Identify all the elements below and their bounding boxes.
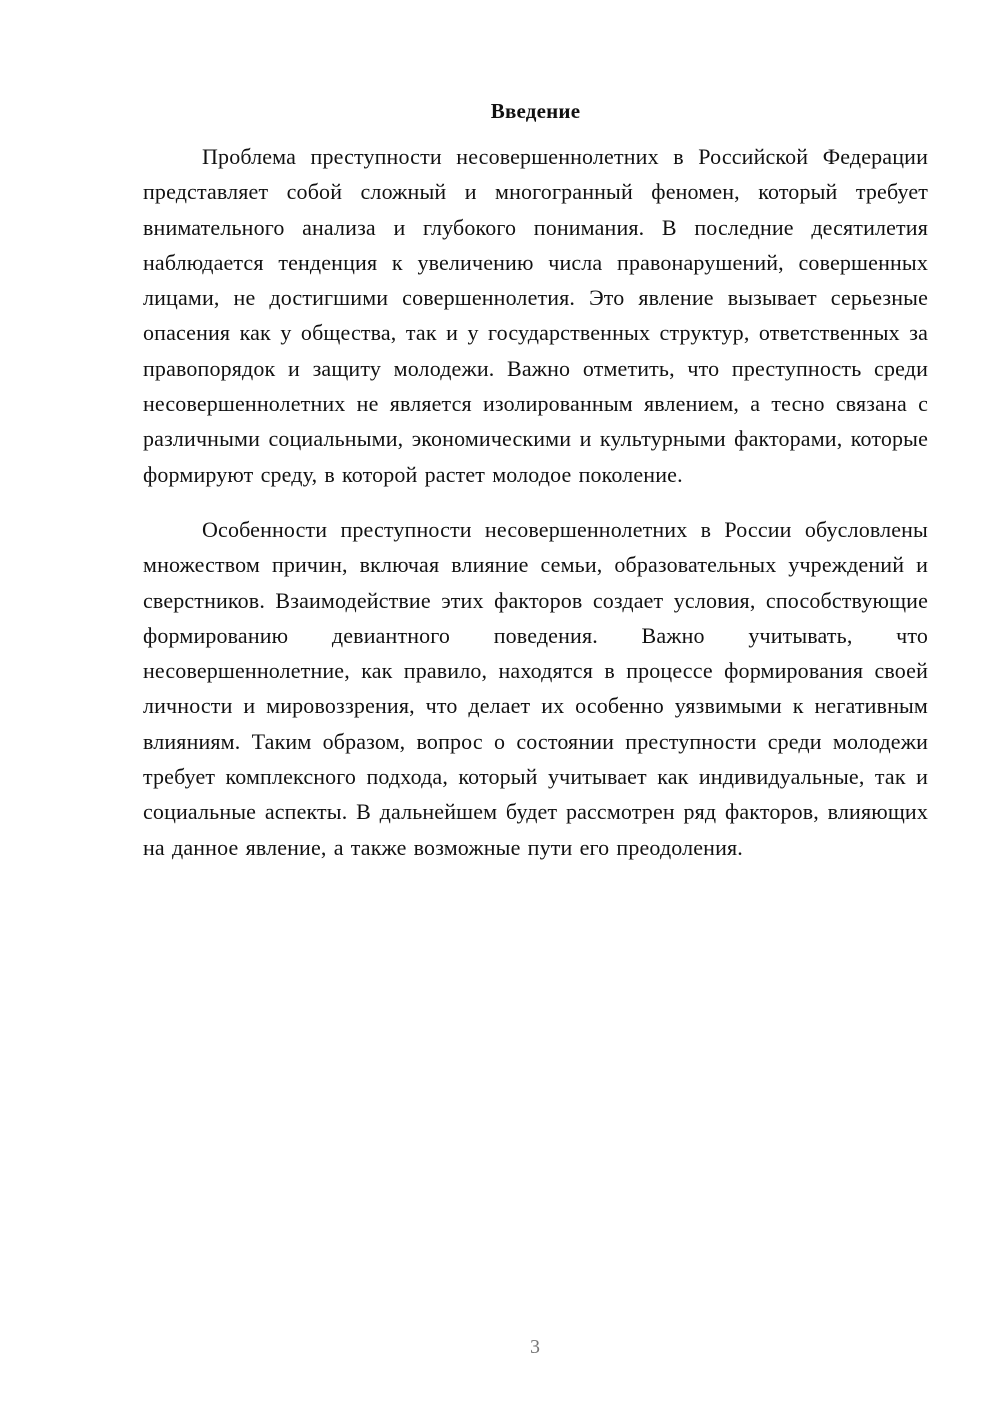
page-number: 3 — [530, 1336, 540, 1358]
paragraph-1: Проблема преступности несовершеннолетних в Российской Федерации представляет собой сложный и многогранный феномен, который требует внимательного анализа и глубокого понимания. В последние десятилетия наблюдается тенденция к увеличению числа правонарушений, совершенных лицами, не достигшими совершеннолетия. Это явление вызывает серьезные опасения как у общества, так и у государственных структур, ответственных за правопорядок и защиту молодежи. Важно отметить, что преступность среди несовершеннолетних не является изолированным явлением, а тесно связана с различными социальными, экономическими и культурными факторами, которые формируют среду, в которой растет молодое поколение. — [143, 144, 928, 487]
page-content — [143, 97, 928, 865]
section-heading: Введение — [490, 99, 581, 123]
paragraph-2: Особенности преступности несовершеннолетних в России обусловлены множеством причин, включая влияние семьи, образовательных учреждений и сверстников. Взаимодействие этих факторов создает условия, способствующие формированию девиантного поведения. Важно учитывать, что несовершеннолетние, как правило, находятся в процессе формирования своей личности и мировоззрения, что делает их особенно уязвимыми к негативным влияниям. Таким образом, вопрос о состоянии преступности среди молодежи требует комплексного подхода, который учитывает как индивидуальные, так и социальные аспекты. В дальнейшем будет рассмотрен ряд факторов, влияющих на данное явление, а также возможные пути его преодоления. — [143, 516, 928, 860]
